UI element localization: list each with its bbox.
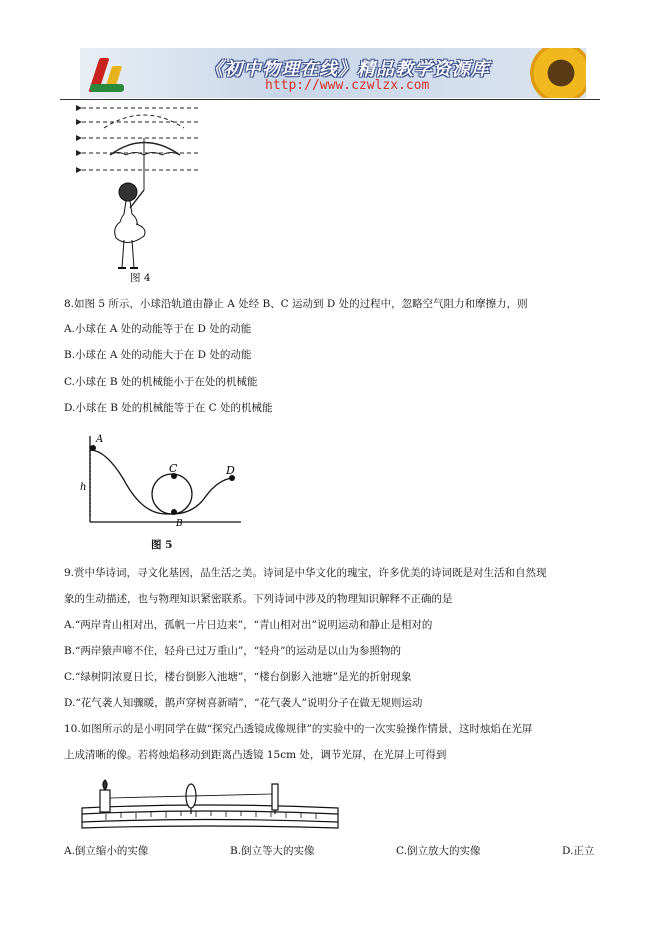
q8-option-c: C.小球在 B 处的机械能小于在处的机械能 <box>64 376 258 388</box>
q9-stem-line1: 9.赏中华诗词，寻文化基因，品生活之美。诗词是中华文化的瑰宝，许多优美的诗词既是对生活和自然现 <box>64 567 547 579</box>
optical-bench-figure <box>76 778 346 838</box>
wind-arrow-heads <box>76 105 82 173</box>
q8-option-b: B.小球在 A 处的动能大于在 D 处的动能 <box>64 349 252 361</box>
label-h: h <box>80 482 87 493</box>
track-loop <box>152 474 192 514</box>
figure-5 <box>76 428 251 528</box>
label-a: A <box>96 434 104 445</box>
girl <box>115 183 145 268</box>
q10-stem-line2: 上成清晰的像。若将烛焰移动到距离凸透镜 15cm 处，调节光屏，在光屏上可得到 <box>64 749 447 761</box>
q9-option-b: B.“两岸猿声啼不住，轻舟已过万重山”，“轻舟”的运动是以山为参照物的 <box>64 645 402 657</box>
sunflower-icon <box>530 48 586 98</box>
track-ascent <box>172 478 232 514</box>
ball-b <box>171 509 177 515</box>
q10-option-b: B.倒立等大的实像 <box>230 845 315 857</box>
candle-flame <box>103 780 107 790</box>
figure-4-caption: 图 4 <box>130 272 151 284</box>
q8-option-d: D.小球在 B 处的机械能等于在 C 处的机械能 <box>64 402 273 414</box>
candle <box>100 790 110 812</box>
q9-option-d: D.“花气袭人知骤暖，鹊声穿树喜新晴”，“花气袭人”说明分子在做无规则运动 <box>64 697 423 709</box>
label-b: B <box>176 519 183 528</box>
figure-5-caption: 图 5 <box>151 539 173 551</box>
light-screen <box>272 784 278 810</box>
ball-a <box>90 445 96 451</box>
q10-option-d: D.正立 <box>562 845 595 857</box>
label-d: D <box>226 464 235 477</box>
wind-lines <box>82 108 200 170</box>
banner-title: 《初中物理在线》精品教学资源库 <box>205 59 490 80</box>
track-descent <box>90 450 172 514</box>
curved-wind-line <box>104 115 184 128</box>
q10-option-c: C.倒立放大的实像 <box>396 845 481 857</box>
banner-url: http://www.czwlzx.com <box>265 78 430 93</box>
label-c: C <box>169 462 178 475</box>
figure-4 <box>60 100 210 290</box>
q10-option-a: A.倒立缩小的实像 <box>64 845 149 857</box>
q10-stem-line1: 10.如图所示的是小明同学在做“探究凸透镜成像规律”的实验中的一次实验操作情景，这时烛焰在光屏 <box>64 723 533 735</box>
q8-stem: 8.如图 5 所示，小球沿轨道由静止 A 处经 B、C 运动到 D 处的过程中，忽略空气阻力和摩擦力，则 <box>64 298 528 310</box>
q8-option-a: A.小球在 A 处的动能等于在 D 处的动能 <box>64 323 252 335</box>
bench-rail <box>82 805 338 828</box>
logo-icon-base <box>90 84 124 92</box>
q9-option-c: C.“绿树阴浓夏日长，楼台倒影入池塘”，“楼台倒影入池塘”是光的折射现象 <box>64 671 412 683</box>
q9-option-a: A.“两岸青山相对出，孤帆一片日边来”，“青山相对出”说明运动和静止是相对的 <box>64 619 433 631</box>
q9-stem-line2: 象的生动描述，也与物理知识紧密联系。下列诗词中涉及的物理知识解释不正确的是 <box>64 593 453 605</box>
header-banner <box>80 48 586 98</box>
